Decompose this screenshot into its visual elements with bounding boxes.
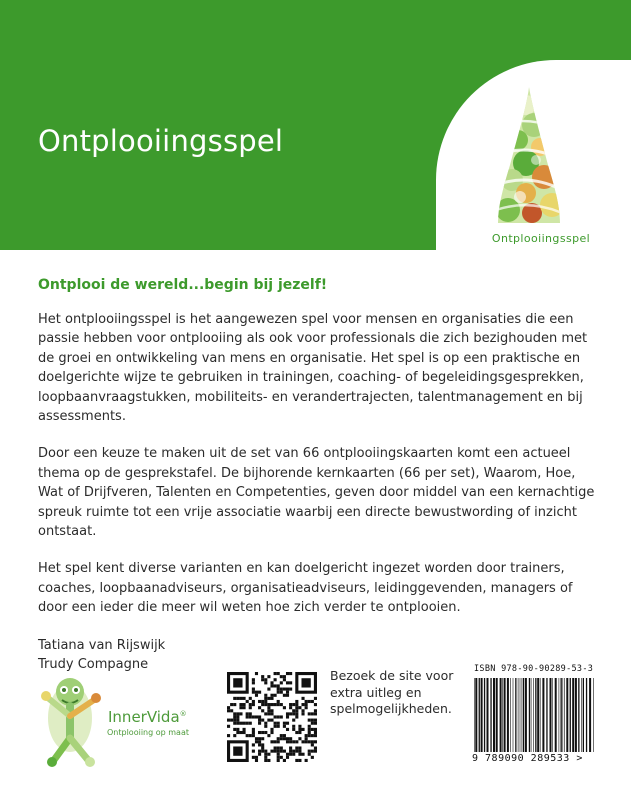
tagline: Ontplooi de wereld...begin bij jezelf! <box>38 277 328 293</box>
qr-code-icon <box>227 672 317 762</box>
author-name: Tatiana van Rijswijk <box>38 637 166 653</box>
registered-mark: ® <box>179 710 187 718</box>
isbn-label: ISBN 978-90-90289-53-3 <box>474 664 594 674</box>
page-title: Ontplooiingsspel <box>38 124 284 158</box>
paragraph-intro: Het ontplooiingsspel is het aangewezen spel voor mensen en organisaties die een passie hebben voor ontplooiing als ook voor professionals die zich bezighouden met de groei en ontwikkeling van mens en organisatie. Het spel is op een praktische en doelgerichte wijze te gebruiken in trainingen, coaching- of begeleidingsgesprekken, loopbaanvraagstukken, mobiliteits- en verandertrajecten, talentmanagement en bij assessments. <box>38 312 588 425</box>
barcode-number: 9 789090 289533 > <box>472 753 583 764</box>
back-cover-text <box>38 277 598 675</box>
cone-logo-icon <box>496 85 562 225</box>
paragraph-cards: Door een keuze te maken uit de set van 66 ontplooiingskaarten komt een actueel thema op de gesprekstafel. De bijhorende kernkaarten (66 per set), Waarom, Hoe, Wat of Drijfveren, Talenten en Competenties, geven door middel van een kernachtige spreuk ruimte tot een vrije associatie waarbij een directe bewustwording of inzicht ontstaat. <box>38 446 595 540</box>
author-name: Trudy Compagne <box>38 657 149 673</box>
innervida-name-text: InnerVida <box>108 708 180 726</box>
innervida-name <box>108 708 187 726</box>
innervida-tagline: Ontplooiing op maat <box>107 728 189 737</box>
logo-caption: Ontplooiingsspel <box>491 232 591 245</box>
qr-caption: Bezoek de site voor extra uitleg en spelmogelijkheden. <box>330 668 454 717</box>
paragraph-variants: Het spel kent diverse varianten en kan doelgericht ingezet worden door trainers, coaches, loopbaanadviseurs, organisatieadviseurs, leidinggevenden, managers of door een ieder die meer wil weten hoe zich verder te ontplooien. <box>38 561 573 616</box>
